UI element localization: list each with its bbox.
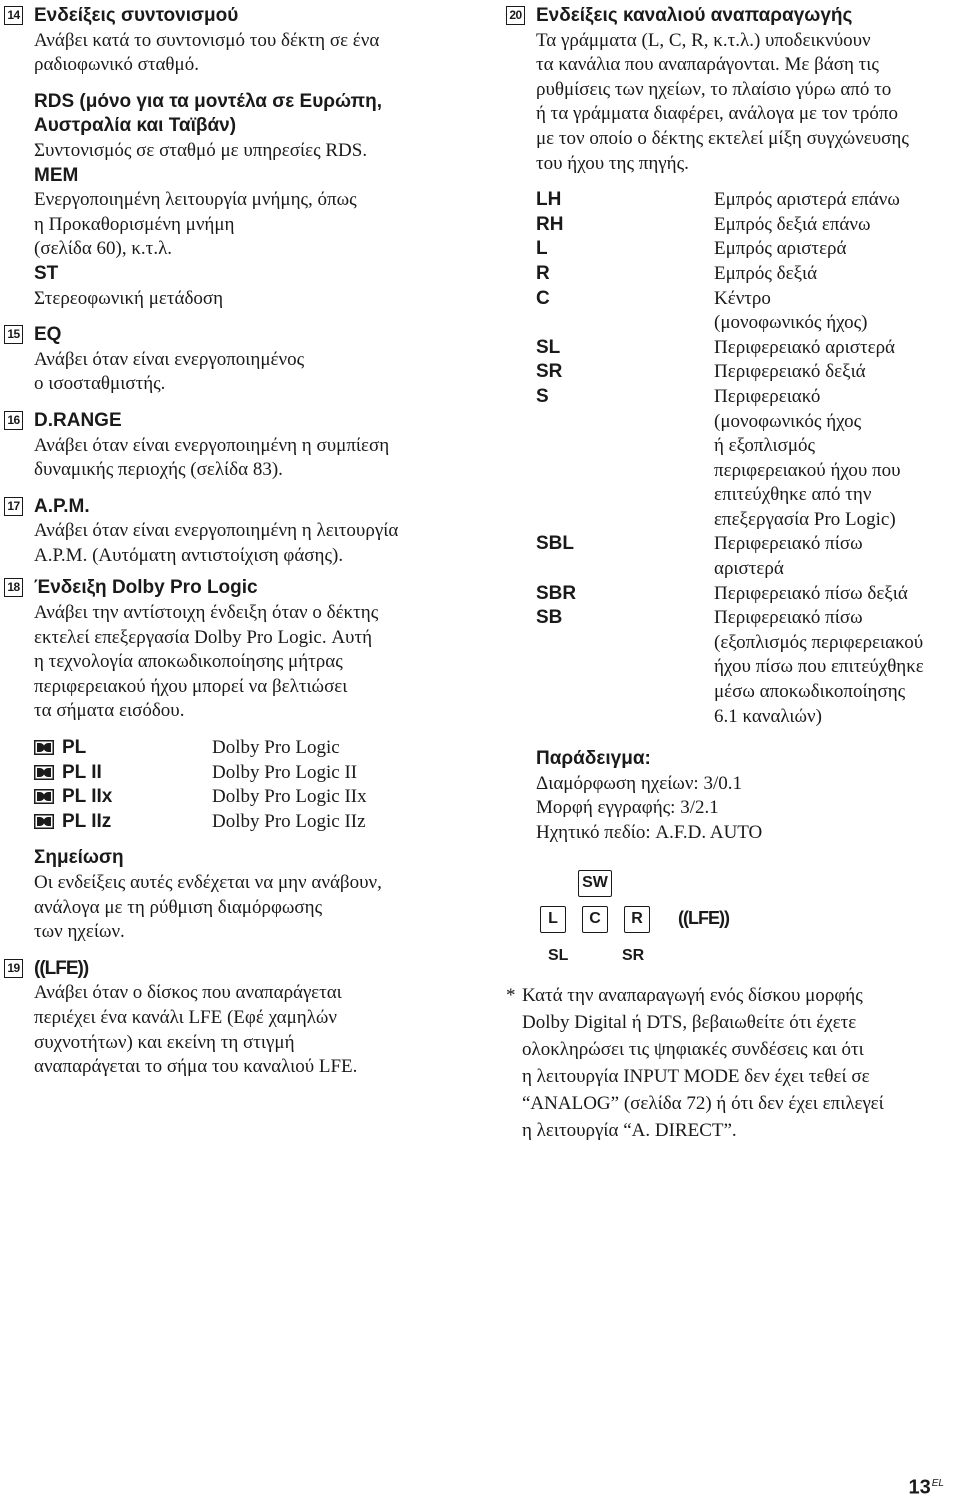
channel-desc: Κέντρο [714, 287, 771, 309]
subheading-rds: RDS (μόνο για τα μοντέλα σε Ευρώπη, [34, 90, 382, 112]
section-number: 18 [4, 578, 23, 597]
note-line: Οι ενδείξεις αυτές ενδέχεται να μην ανάβουν, [34, 872, 382, 893]
subheading-rds: Αυστραλία και Ταϊβάν) [34, 115, 237, 137]
body-line: ή τα γράμματα διαφέρει, ανάλογα με τον τρόπο [536, 103, 898, 125]
table-row [536, 532, 924, 581]
table-row [536, 582, 924, 607]
body-line: Τα γράμματα (L, C, R, κ.τ.λ.) υποδεικνύουν [536, 29, 871, 51]
body-line: Στερεοφωνική μετάδοση [34, 287, 224, 309]
table-row [536, 336, 924, 361]
channel-desc: μέσω αποκωδικοποίησης [714, 681, 906, 703]
channel-desc: Περιφερειακό πίσω [714, 607, 863, 629]
body-line: (σελίδα 60), κ.τ.λ. [34, 238, 173, 260]
body-line: Ανάβει όταν είναι ενεργοποιημένος [34, 348, 305, 370]
indicator-r: R [624, 906, 650, 933]
channel-indicator-diagram [536, 860, 956, 970]
section-number: 16 [4, 411, 23, 430]
body-line: ραδιοφωνικό σταθμό. [34, 54, 199, 76]
channel-code: SBL [536, 533, 574, 555]
body-line: Συντονισμός σε σταθμό με υπηρεσίες RDS. [34, 139, 368, 161]
pl-label: PL IIx [62, 786, 113, 808]
body-line: Ανάβει όταν είναι ενεργοποιημένη η συμπίεση [34, 434, 390, 456]
indicator-sl: SL [548, 946, 569, 964]
body-line: αναπαράγεται το σήμα του καναλιού LFE. [34, 1056, 358, 1078]
note-heading: Σημείωση [34, 847, 124, 869]
lfe-indicator-icon: ((LFE)) [34, 957, 89, 979]
pl-label: PL II [62, 761, 102, 783]
body-line: Ανάβει όταν είναι ενεργοποιημένη η λειτουργία [34, 520, 399, 542]
section-title: D.RANGE [34, 409, 122, 431]
section-20 [506, 4, 956, 970]
channel-code: L [536, 238, 548, 260]
pl-label: PL IIz [62, 810, 112, 832]
indicator-lfe: ((LFE)) [678, 907, 729, 928]
section-number: 14 [4, 6, 23, 25]
body-line: η τεχνολογία αποκωδικοποίησης μήτρας [34, 651, 343, 673]
body-line: τα κανάλια που αναπαράγονται. Με βάση τις [536, 54, 879, 76]
table-row [34, 785, 367, 810]
example-line: Διαμόρφωση ηχείων: 3/0.1 [536, 772, 742, 794]
channel-desc: αριστερά [714, 558, 784, 580]
footnote-line: η λειτουργία “A. DIRECT”. [522, 1119, 737, 1141]
body-line: Ανάβει κατά το συντονισμό του δέκτη σε ένα [34, 29, 380, 51]
channel-code: RH [536, 213, 564, 235]
table-row [536, 287, 924, 336]
channel-code: SBR [536, 582, 577, 604]
subheading-mem: MEM [34, 164, 79, 186]
channel-code: C [536, 287, 550, 309]
pl-description: Dolby Pro Logic IIx [212, 786, 367, 808]
channel-desc: περιφερειακού ήχου που [714, 459, 901, 481]
section-14 [4, 4, 474, 311]
channel-desc: Περιφερειακό δεξιά [714, 361, 866, 383]
left-column [4, 4, 474, 1080]
body-line: δυναμικής περιοχής (σελίδα 83). [34, 459, 283, 481]
body-line: Ανάβει την αντίστοιχη ένδειξη όταν ο δέκτης [34, 602, 379, 624]
channel-desc: (μονοφωνικός ήχος [714, 410, 862, 432]
section-16 [4, 409, 474, 483]
channel-desc: επιτεύχθηκε από την [714, 484, 872, 506]
pl-description: Dolby Pro Logic [212, 737, 340, 759]
example-line: Ηχητικό πεδίο: A.F.D. AUTO [536, 822, 763, 843]
table-row [34, 761, 367, 786]
channel-table [536, 188, 924, 729]
section-number: 15 [4, 325, 23, 344]
section-number: 17 [4, 497, 23, 516]
channel-desc: 6.1 καναλιών) [714, 705, 822, 727]
indicator-sw: SW [578, 870, 612, 897]
footnote-line: Dolby Digital ή DTS, βεβαιωθείτε ότι έχετε [522, 1011, 857, 1033]
section-title: EQ [34, 324, 62, 346]
body-line: Ανάβει όταν ο δίσκος που αναπαράγεται [34, 982, 342, 1004]
channel-desc: Εμπρός αριστερά επάνω [714, 189, 900, 211]
body-line: με τον οποίο ο δέκτης εκτελεί μίξη συγχώνευσης [536, 127, 909, 149]
body-line: τα σήματα εισόδου. [34, 700, 185, 722]
pl-description: Dolby Pro Logic II [212, 761, 358, 783]
example-heading: Παράδειγμα: [536, 748, 651, 770]
body-line: εκτελεί επεξεργασία Dolby Pro Logic. Αυτή [34, 626, 373, 648]
body-line: ο ισοσταθμιστής. [34, 373, 166, 395]
section-title: Ένδειξη Dolby Pro Logic [34, 577, 258, 599]
body-line: του ήχου της πηγής. [536, 152, 689, 174]
table-row [536, 188, 924, 213]
section-title: A.P.M. [34, 495, 90, 517]
channel-desc: Περιφερειακό αριστερά [714, 336, 896, 358]
body-line: Ενεργοποιημένη λειτουργία μνήμης, όπως [34, 189, 357, 211]
channel-desc: ήχου πίσω που επιτεύχθηκε [714, 656, 924, 678]
body-line: A.P.M. (Αυτόματη αντιστοίχιση φάσης). [34, 544, 344, 566]
channel-desc: Εμπρός δεξιά [714, 262, 818, 284]
table-row [34, 736, 367, 761]
body-line: η Προκαθορισμένη μνήμη [34, 213, 235, 235]
table-row [536, 385, 924, 533]
channel-code: SB [536, 607, 563, 629]
table-row [536, 360, 924, 385]
page-lang: EL [931, 1478, 944, 1489]
channel-desc: επεξεργασία Pro Logic) [714, 508, 896, 530]
pro-logic-table [34, 736, 367, 834]
channel-desc: Περιφερειακό πίσω [714, 533, 863, 555]
table-row [536, 237, 924, 262]
footnote-mark: * [506, 984, 516, 1006]
channel-desc: Εμπρός δεξιά επάνω [714, 213, 871, 235]
section-number: 19 [4, 959, 23, 978]
dolby-double-d-icon [34, 740, 54, 755]
footnote-line: Κατά την αναπαραγωγή ενός δίσκου μορφής [522, 984, 863, 1006]
body-line: ρυθμίσεις των ηχείων, το πλαίσιο γύρω από το [536, 78, 892, 100]
footnote-line: ολοκληρώσει τις ψηφιακές συνδέσεις και ότι [522, 1038, 864, 1060]
indicator-c: C [582, 906, 608, 933]
channel-code: S [536, 385, 549, 407]
body-line: περιφερειακού ήχου μπορεί να βελτιώσει [34, 675, 348, 697]
dolby-double-d-icon [34, 765, 54, 780]
section-19 [4, 957, 474, 1080]
right-column [506, 4, 956, 1144]
footnote-line: η λειτουργία INPUT MODE δεν έχει τεθεί σε [522, 1065, 870, 1087]
channel-code: LH [536, 189, 562, 211]
channel-code: R [536, 262, 550, 284]
table-row [34, 810, 367, 835]
page-number [909, 1472, 944, 1500]
indicator-sr: SR [622, 946, 645, 964]
example-line: Μορφή εγγραφής: 3/2.1 [536, 797, 719, 819]
section-title: Ενδείξεις καναλιού αναπαραγωγής [536, 5, 853, 26]
dolby-double-d-icon [34, 814, 54, 829]
subheading-st: ST [34, 262, 59, 284]
channel-desc: ή εξοπλισμός [714, 435, 816, 457]
channel-desc: (εξοπλισμός περιφερειακού [714, 631, 924, 653]
channel-desc: (μονοφωνικός ήχος) [714, 312, 868, 334]
dolby-double-d-icon [34, 789, 54, 804]
channel-desc: Περιφερειακό πίσω δεξιά [714, 582, 908, 604]
indicator-l: L [540, 906, 566, 933]
body-line: περιέχει ένα κανάλι LFE (Εφέ χαμηλών [34, 1006, 337, 1028]
table-row [536, 606, 924, 729]
pl-description: Dolby Pro Logic IIz [212, 810, 366, 832]
channel-desc: Περιφερειακό [714, 385, 821, 407]
channel-code: SL [536, 336, 561, 358]
note-line: των ηχείων. [34, 921, 125, 943]
channel-desc: Εμπρός αριστερά [714, 238, 847, 260]
footnote [506, 982, 956, 1144]
section-number: 20 [506, 6, 525, 25]
footnote-line: “ANALOG” (σελίδα 72) ή ότι δεν έχει επιλεγεί [522, 1092, 884, 1114]
section-18 [4, 576, 474, 944]
section-15 [4, 323, 474, 397]
section-17 [4, 495, 474, 569]
table-row [536, 262, 924, 287]
page-number-value: 13 [908, 1476, 931, 1499]
body-line: συχνοτήτων) και εκείνη τη στιγμή [34, 1031, 295, 1053]
table-row [536, 213, 924, 238]
channel-code: SR [536, 361, 563, 383]
section-title: Ενδείξεις συντονισμού [34, 5, 239, 26]
note-line: ανάλογα με τη ρύθμιση διαμόρφωσης [34, 896, 323, 918]
pl-label: PL [62, 737, 87, 759]
